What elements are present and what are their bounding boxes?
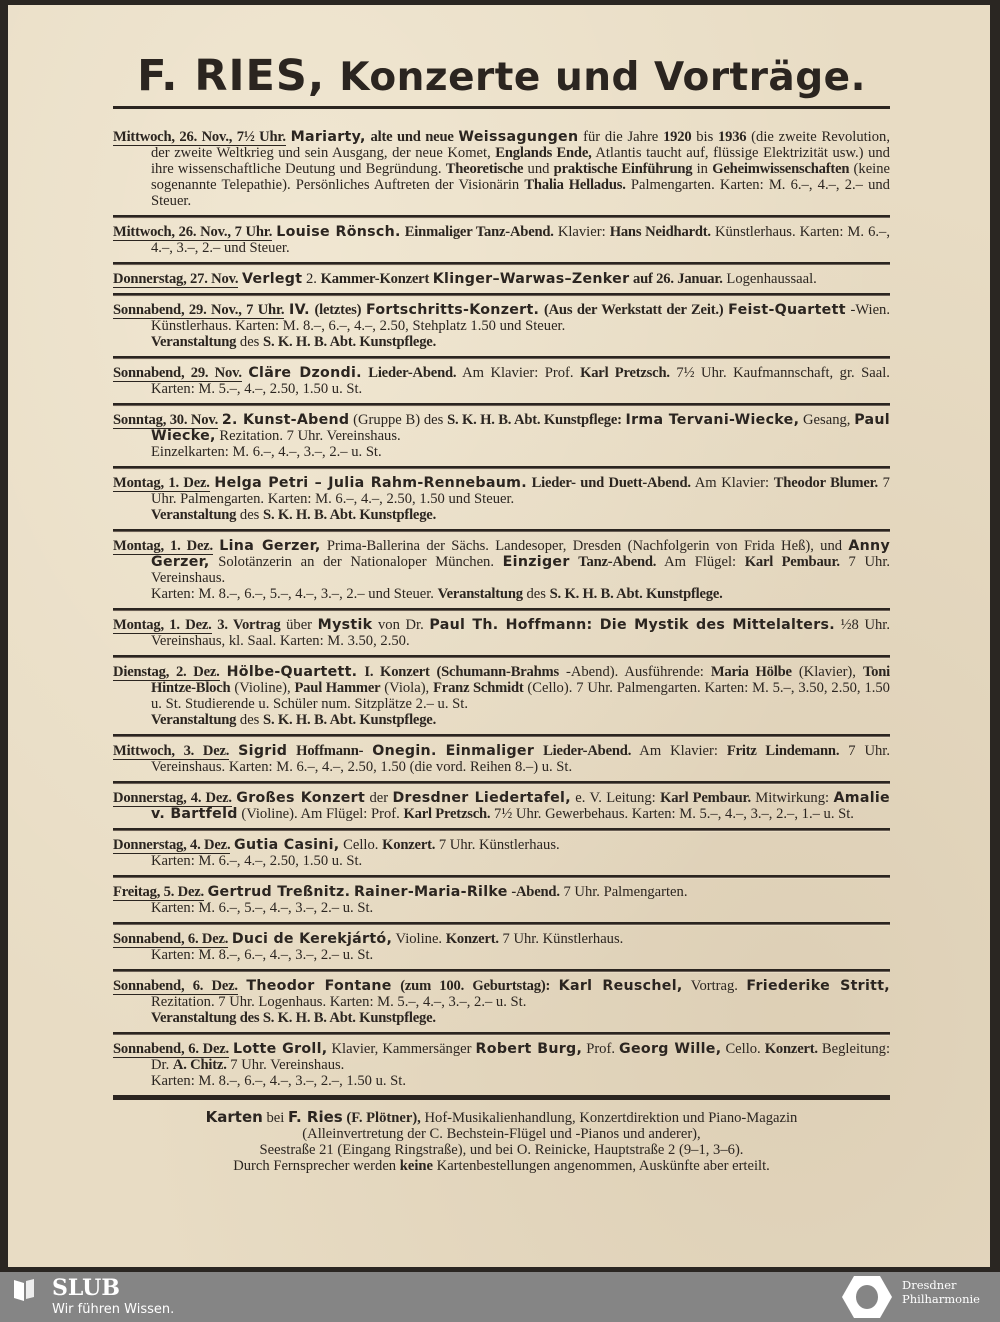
event-highlight: Onegin.	[372, 743, 437, 759]
entry-divider	[113, 781, 890, 784]
event-text: Karten: M. 6.–, 5.–, 4.–, 3.–, 2.– u. St.	[151, 900, 374, 916]
page-title	[113, 49, 890, 105]
title-rest: Konzerte und Vorträge.	[339, 55, 866, 100]
event-highlight: Georg Wille,	[619, 1041, 722, 1057]
footer-line4-b: keine	[399, 1158, 433, 1174]
event-entry	[113, 837, 890, 875]
event-bold-text: Veranstaltung	[151, 507, 237, 523]
event-bold-text: S. K. H. B. Abt. Kunstpflege.	[263, 712, 437, 728]
event-text: (keine sogenannte Telepathie). Persönliches Auftreten der Visionärin	[151, 161, 890, 193]
entry-divider	[113, 1032, 890, 1035]
event-text: 7 Uhr. Künstlerhaus.	[502, 931, 624, 947]
event-bold-text: praktische Einführung	[553, 161, 693, 177]
entry-divider	[113, 293, 890, 296]
event-bold-text: Hans Neidhardt.	[609, 224, 711, 240]
event-highlight: Karl Reuschel,	[558, 978, 683, 994]
event-date: Mittwoch, 3. Dez.	[113, 743, 230, 759]
philharmonie-name	[902, 1278, 980, 1306]
entry-divider	[113, 875, 890, 878]
event-text: 7 Uhr. Vereinshaus. Karten: M. 6.–, 4.–, 2.50, 1.50 (die vord. Reihen 8.–) u. St.	[151, 743, 891, 775]
event-entry	[113, 790, 890, 828]
event-highlight: Anny Gerzer,	[151, 538, 891, 570]
event-highlight: Großes Konzert	[236, 790, 366, 806]
event-highlight: Paul Th. Hoffmann: Die Mystik des Mittelalters.	[429, 617, 835, 633]
title-rule	[113, 106, 890, 109]
event-text: Klavier, Kammersänger	[331, 1041, 472, 1057]
event-bold-text: Geheimwissenschaften	[712, 161, 850, 177]
event-bold-text: Hoffmann-	[296, 743, 364, 759]
event-highlight: Verlegt	[241, 271, 303, 287]
event-highlight: Feist-Quartett	[728, 302, 846, 318]
footer-ries: F. Ries	[287, 1108, 343, 1126]
event-highlight: Lotte Groll,	[233, 1041, 328, 1057]
entry-divider	[113, 356, 890, 359]
event-entry	[113, 475, 890, 529]
event-list	[113, 129, 890, 1095]
slub-tagline: Wir führen Wissen.	[52, 1302, 175, 1317]
footer-line4-a: Durch Fernsprecher werden	[233, 1158, 397, 1174]
event-text: Rezitation. 7 Uhr. Vereinshaus.	[219, 428, 401, 444]
event-entry	[113, 978, 890, 1032]
event-text: Cello.	[725, 1041, 761, 1057]
event-entry	[113, 538, 890, 608]
event-text: 7½ Uhr. Kaufmannschaft, gr. Saal. Karten: M. 5.–, 4.–, 2.50, 1.50 u. St.	[151, 365, 890, 397]
event-text: Prof.	[586, 1041, 615, 1057]
event-text: Mitwirkung:	[755, 790, 830, 806]
event-text: Karten: M. 8.–, 6.–, 4.–, 3.–, 2.– u. St.	[151, 947, 374, 963]
event-highlight: Fortschritts-Konzert.	[365, 302, 540, 318]
event-highlight: Louise Rönsch.	[276, 224, 401, 240]
event-highlight: Hölbe-Quartett.	[226, 664, 358, 680]
event-bold-text: Veranstaltung	[151, 712, 237, 728]
event-bold-text: Tanz-Abend.	[578, 554, 657, 570]
event-text: Am Klavier:	[694, 475, 770, 491]
document-page	[8, 5, 990, 1267]
event-text: 7 Uhr. Künstlerhaus.	[438, 837, 560, 853]
event-text: Vortrag.	[690, 978, 738, 994]
entry-divider	[113, 655, 890, 658]
event-highlight: Robert Burg,	[475, 1041, 583, 1057]
event-highlight: Lina Gerzer,	[219, 538, 321, 554]
event-bold-text: 3. Vortrag	[217, 617, 281, 633]
event-text: 7½ Uhr. Gewerbehaus. Karten: M. 5.–, 4.–, 3.–, 2.–, 1.– u. St.	[494, 806, 854, 822]
event-text: Palmengarten. Karten: M. 6.–, 4.–, 2.– und Steuer.	[151, 177, 890, 209]
event-text: der	[369, 790, 389, 806]
event-date: Sonnabend, 6. Dez.	[113, 978, 238, 994]
event-text: Logenhaussaal.	[726, 271, 817, 287]
event-bold-text: Thalia Helladus.	[524, 177, 626, 193]
event-text: -Abend). Ausführende:	[565, 664, 704, 680]
event-entry	[113, 271, 890, 293]
event-bold-text: S. K. H. B. Abt. Kunstpflege.	[263, 507, 437, 523]
event-text: ½8 Uhr. Vereinshaus, kl. Saal. Karten: M. 3.50, 2.50.	[151, 617, 890, 649]
event-text: 2.	[306, 271, 317, 287]
event-text: und	[527, 161, 550, 177]
title-name: F. RIES,	[137, 51, 326, 101]
event-text: (Violine),	[234, 680, 291, 696]
event-text: des	[526, 586, 546, 602]
event-date: Mittwoch, 26. Nov., 7½ Uhr.	[113, 129, 286, 145]
event-entry	[113, 1041, 890, 1095]
event-highlight: Theodor Fontane	[246, 978, 392, 994]
event-text: des	[239, 712, 260, 728]
event-bold-text: Konzert.	[382, 837, 436, 853]
event-text: des	[239, 507, 260, 523]
event-bold-text: Veranstaltung	[437, 586, 523, 602]
event-highlight: Duci de Kerekjártó,	[231, 931, 393, 947]
event-entry	[113, 129, 890, 215]
event-date: Sonntag, 30. Nov.	[113, 412, 219, 428]
event-bold-text: Einmaliger Tanz-Abend.	[404, 224, 554, 240]
event-text: Gesang,	[803, 412, 851, 428]
event-bold-text: I. Konzert (Schumann-Brahms	[364, 664, 559, 680]
event-bold-text: (zum 100. Geburtstag):	[400, 978, 551, 994]
event-text: (Cello). 7 Uhr. Palmengarten. Karten: M. 5.–, 3.50, 2.50, 1.50 u. St. Studierende u. Schüler num. Sitzplätze 2.– u. St.	[151, 680, 890, 712]
event-bold-text: Englands Ende,	[495, 145, 592, 161]
footer-line-2: (Alleinvertretung der C. Bechstein-Flügel und -Pianos und anderer),	[302, 1126, 701, 1142]
event-entry	[113, 224, 890, 262]
event-highlight: Mystik	[317, 617, 373, 633]
event-date: Sonnabend, 29. Nov.	[113, 365, 242, 381]
event-text: 7 Uhr. Vereinshaus.	[230, 1057, 345, 1073]
event-highlight: Friederike Stritt,	[746, 978, 890, 994]
event-text: (die zweite Revolution, der zweite Weltkrieg und sein Ausgang, der neue Komet,	[151, 129, 890, 161]
event-bold-text: Veranstaltung des S. K. H. B. Abt. Kunstpflege.	[151, 1010, 436, 1026]
footer-bei: bei	[266, 1110, 285, 1126]
event-entry	[113, 365, 890, 403]
event-text: 7 Uhr. Vereinshaus.	[151, 554, 891, 586]
event-bold-text: Konzert.	[445, 931, 499, 947]
event-bold-text: Theoretische	[445, 161, 524, 177]
event-text: für die Jahre	[583, 129, 659, 145]
event-text: e. V. Leitung:	[575, 790, 656, 806]
event-date: Montag, 1. Dez.	[113, 538, 213, 554]
event-entry	[113, 302, 890, 356]
event-bold-text: Karl Pembaur.	[744, 554, 840, 570]
event-highlight: Dresdner Liedertafel,	[392, 790, 571, 806]
slub-book-icon	[12, 1278, 38, 1302]
event-bold-text: Karl Pretzsch.	[580, 365, 670, 381]
event-bold-text: S. K. H. B. Abt. Kunstpflege.	[263, 334, 437, 350]
footer-line-4	[113, 1158, 890, 1174]
event-text: Einzelkarten: M. 6.–, 4.–, 3.–, 2.– u. St.	[151, 444, 382, 460]
event-highlight: Einziger	[502, 554, 570, 570]
event-date: Donnerstag, 4. Dez.	[113, 790, 232, 806]
event-highlight: Cläre Dzondi.	[248, 365, 362, 381]
event-highlight: Gertrud Treßnitz.	[207, 884, 351, 900]
ticket-info	[113, 1109, 890, 1174]
event-text: Karten: M. 8.–, 6.–, 4.–, 3.–, 2.–, 1.50 u. St.	[151, 1073, 406, 1089]
event-bold-text: Lieder- und Duett-Abend.	[531, 475, 691, 491]
event-bold-text: Fritz Lindemann.	[726, 743, 840, 759]
event-text: Karten: M. 8.–, 6.–, 5.–, 4.–, 3.–, 2.– und Steuer.	[151, 586, 434, 602]
event-bold-text: Maria Hölbe	[710, 664, 792, 680]
event-text: Klavier:	[557, 224, 606, 240]
event-highlight: Rainer-Maria-Rilke	[353, 884, 508, 900]
event-date: Sonnabend, 6. Dez.	[113, 931, 229, 947]
event-text: Cello.	[343, 837, 379, 853]
event-text: Solotänzerin an der Nationaloper München.	[218, 554, 494, 570]
entry-divider	[113, 734, 890, 737]
event-entry	[113, 743, 890, 781]
event-highlight: 2. Kunst-Abend	[221, 412, 350, 428]
event-highlight: IV.	[289, 302, 310, 318]
event-bold-text: A. Chitz.	[172, 1057, 227, 1073]
event-bold-text: Veranstaltung	[151, 334, 237, 350]
event-text: Am Flügel:	[664, 554, 737, 570]
event-bold-text: Franz Schmidt	[433, 680, 524, 696]
event-bold-text: Paul Hammer	[294, 680, 381, 696]
event-highlight: Gutia Casini,	[234, 837, 340, 853]
event-highlight: Paul Wiecke,	[151, 412, 890, 444]
event-text: Rezitation. 7 Uhr. Logenhaus. Karten: M. 5.–, 4.–, 3.–, 2.– u. St.	[151, 994, 527, 1010]
event-bold-text: Lieder-Abend.	[368, 365, 457, 381]
event-text: 7 Uhr. Palmengarten. Karten: M. 6.–, 4.–, 2.50, 1.50 und Steuer.	[151, 475, 890, 507]
event-text: (Gruppe B) des	[353, 412, 444, 428]
event-entry	[113, 931, 890, 969]
event-date: Mittwoch, 26. Nov., 7 Uhr.	[113, 224, 273, 240]
event-bold-text: S. K. H. B. Abt. Kunstpflege:	[447, 412, 622, 428]
event-text: des	[239, 334, 260, 350]
event-highlight: Klinger–Warwas–Zenker	[432, 271, 630, 287]
entry-divider	[113, 969, 890, 972]
event-text: bis	[696, 129, 714, 145]
program-content	[113, 5, 890, 1174]
event-highlight: Weissagungen	[458, 129, 579, 145]
entry-divider	[113, 922, 890, 925]
event-bold-text: (Aus der Werkstatt der Zeit.)	[543, 302, 724, 318]
event-bold-text: Karl Pretzsch.	[403, 806, 491, 822]
footer-ploetner: (F. Plötner),	[346, 1110, 421, 1126]
entry-divider	[113, 403, 890, 406]
event-text: (Klavier),	[798, 664, 856, 680]
event-bold-text: Karl Pembaur.	[660, 790, 751, 806]
entry-divider	[113, 262, 890, 265]
bottom-rule	[113, 1095, 890, 1100]
event-date: Dienstag, 2. Dez.	[113, 664, 220, 680]
entry-divider	[113, 529, 890, 532]
footer-line1-rest: Hof-Musikalienhandlung, Konzertdirektion und Piano-Magazin	[424, 1110, 798, 1126]
footer-line4-c: Kartenbestellungen angenommen, Auskünfte aber erteilt.	[436, 1158, 770, 1174]
event-bold-text: (letztes)	[314, 302, 362, 318]
event-entry	[113, 884, 890, 922]
event-date: Sonnabend, 6. Dez.	[113, 1041, 229, 1057]
event-entry	[113, 412, 890, 466]
footer-karten: Karten	[205, 1108, 263, 1126]
event-text: Prima-Ballerina der Sächs. Landesoper, Dresden (Nachfolgerin von Frida Heß), und	[326, 538, 843, 554]
footer-line-3: Seestraße 21 (Eingang Ringstraße), und bei O. Reinicke, Hauptstraße 2 (9–1, 3–6).	[259, 1142, 744, 1158]
event-bold-text: S. K. H. B. Abt. Kunstpflege.	[549, 586, 723, 602]
event-entry	[113, 664, 890, 734]
event-entry	[113, 617, 890, 655]
library-footer-bar	[0, 1272, 1000, 1322]
event-bold-text: Theodor Blumer.	[773, 475, 878, 491]
event-highlight: Helga Petri – Julia Rahm-Rennebaum.	[214, 475, 527, 491]
event-highlight: Mariarty,	[290, 129, 366, 145]
event-bold-text: 1920	[663, 129, 692, 145]
event-text: Begleitung: Dr.	[151, 1041, 891, 1073]
event-text: Atlantis taucht auf, flüssige Elektrizität usw.) und ihre wissenschaftliche Deutung und Begründung.	[151, 145, 890, 177]
event-text: (Viola),	[384, 680, 430, 696]
entry-divider	[113, 608, 890, 611]
event-date: Donnerstag, 4. Dez.	[113, 837, 231, 853]
entry-divider	[113, 828, 890, 831]
event-highlight: Sigrid	[238, 743, 288, 759]
event-bold-text: 1936	[718, 129, 747, 145]
event-date: Freitag, 5. Dez.	[113, 884, 204, 900]
partner-line-1: Dresdner	[902, 1278, 957, 1292]
footer-line-1	[113, 1109, 890, 1126]
event-bold-text: Kammer-Konzert	[320, 271, 430, 287]
event-bold-text: auf 26. Januar.	[633, 271, 723, 287]
event-date: Donnerstag, 27. Nov.	[113, 271, 239, 287]
event-text: in	[696, 161, 708, 177]
event-date: Montag, 1. Dez.	[113, 617, 212, 633]
event-text: Am Klavier: Prof.	[462, 365, 574, 381]
event-text: über	[286, 617, 313, 633]
slub-logo-text: SLUB	[52, 1275, 120, 1301]
event-text: Karten: M. 6.–, 4.–, 2.50, 1.50 u. St.	[151, 853, 363, 869]
event-date: Montag, 1. Dez.	[113, 475, 210, 491]
entry-divider	[113, 466, 890, 469]
event-bold-text: Konzert.	[764, 1041, 818, 1057]
event-bold-text: alte und neue	[370, 129, 454, 145]
event-highlight: Amalie v. Bartfeld	[151, 790, 890, 822]
event-bold-text: Lieder-Abend.	[543, 743, 632, 759]
event-bold-text: -Abend.	[511, 884, 560, 900]
event-highlight: Einmaliger	[445, 743, 535, 759]
event-text: Künstlerhaus. Karten: M. 6.–, 4.–, 3.–, 2.– und Steuer.	[151, 224, 890, 256]
event-text: Violine.	[395, 931, 443, 947]
event-text: 7 Uhr. Palmengarten.	[563, 884, 688, 900]
event-date: Sonnabend, 29. Nov., 7 Uhr.	[113, 302, 285, 318]
philharmonie-logo-icon	[842, 1274, 892, 1320]
entry-divider	[113, 215, 890, 218]
event-bold-text: Toni Hintze-Bloch	[151, 664, 890, 696]
event-highlight: Irma Tervani-Wiecke,	[625, 412, 800, 428]
event-text: Am Klavier:	[639, 743, 718, 759]
event-text: -Wien. Künstlerhaus. Karten: M. 8.–, 6.–, 4.–, 2.50, Stehplatz 1.50 und Steuer.	[151, 302, 890, 334]
event-text: (Violine). Am Flügel: Prof.	[241, 806, 400, 822]
event-text: von Dr.	[377, 617, 424, 633]
partner-line-2: Philharmonie	[902, 1292, 980, 1306]
